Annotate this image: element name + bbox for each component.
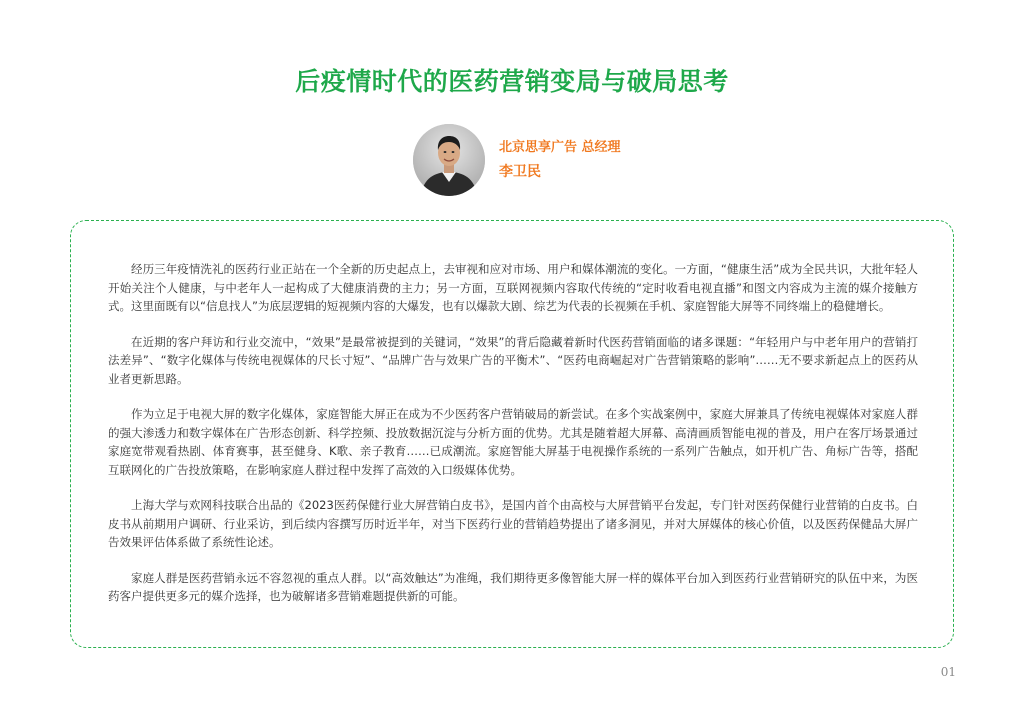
author-company-title: 北京思享广告 总经理 xyxy=(499,140,621,155)
paragraph: 上海大学与欢网科技联合出品的《2023医药保健行业大屏营销白皮书》，是国内首个由高校与大屏营销平台发起，专门针对医药保健行业营销的白皮书。白皮书从前期用户调研、行业采访，到后续内容撰写历时近半年，对当下医药行业的营销趋势提出了诸多洞见，并对大屏媒体的核心价值，以及医药保健品大屏广告效果评估体系做了系统性论述。 xyxy=(108,498,918,549)
page-title: 后疫情时代的医药营销变局与破局思考 xyxy=(295,67,729,96)
author-portrait-icon xyxy=(413,124,485,196)
paragraph: 经历三年疫情洗礼的医药行业正站在一个全新的历史起点上，去审视和应对市场、用户和媒体潮流的变化。一方面，“健康生活”成为全民共识，大批年轻人开始关注个人健康，与中老年人一起构成了大健康消费的主力；另一方面，互联网视频内容取代传统的“定时收看电视直播”和图文内容成为主流的媒介接触方式。这里面既有以“信息找人”为底层逻辑的短视频内容的大爆发，也有以爆款大剧、综艺为代表的长视频在手机、家庭智能大屏等不同终端上的稳健增长。 xyxy=(108,262,918,313)
paragraph: 作为立足于电视大屏的数字化媒体，家庭智能大屏正在成为不少医药客户营销破局的新尝试。在多个实战案例中，家庭大屏兼具了传统电视媒体对家庭人群的强大渗透力和数字媒体在广告形态创新、科学控频、投放数据沉淀与分析方面的优势。尤其是随着超大屏幕、高清画质智能电视的普及，用户在客厅场景通过家庭宽带观看热剧、体育赛事，甚至健身、K歌、亲子教育……已成潮流。家庭智能大屏基于电视操作系统的一系列广告触点，如开机广告、角标广告等，搭配互联网化的广告投放策略，在影响家庭人群过程中发挥了高效的入口级媒体优势。 xyxy=(108,407,918,477)
author-block xyxy=(413,124,673,196)
page-number: 01 xyxy=(940,665,956,679)
article-body xyxy=(108,260,918,623)
paragraph: 家庭人群是医药营销永远不容忽视的重点人群。以“高效触达”为准绳，我们期待更多像智能大屏一样的媒体平台加入到医药行业营销研究的队伍中来，为医药客户提供更多元的媒介选择，也为破解诸多营销难题提供新的可能。 xyxy=(108,570,918,603)
paragraph: 在近期的客户拜访和行业交流中，“效果”是最常被提到的关键词，“效果”的背后隐藏着新时代医药营销面临的诸多课题：“年轻用户与中老年用户的营销打法差异”、“数字化媒体与传统电视媒体的尺长寸短”、“品牌广告与效果广告的平衡术”、“医药电商崛起对广告营销策略的影响”……无不要求新起点上的医药从业者更新思路。 xyxy=(108,334,918,386)
author-avatar xyxy=(413,124,485,196)
author-name: 李卫民 xyxy=(499,164,541,180)
